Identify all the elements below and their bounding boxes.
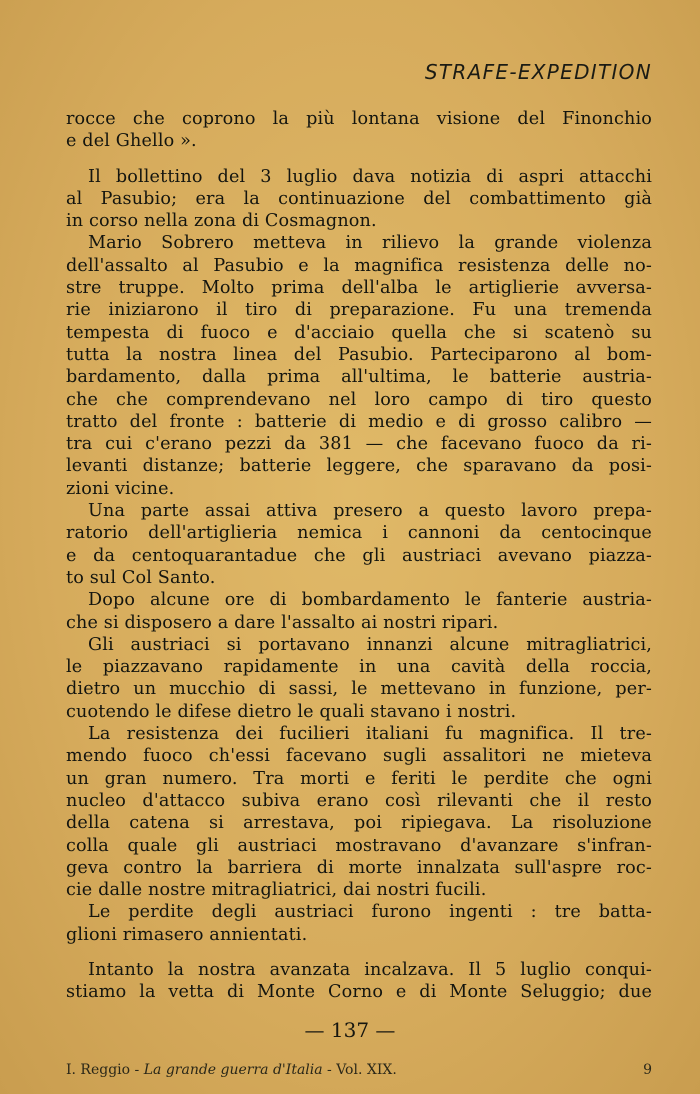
text-line: tra cui c'erano pezzi da 381 — che facevano fuoco da ri- — [66, 434, 652, 455]
text-line: Dopo alcune ore di bombardamento le fanterie austria- — [88, 590, 652, 611]
running-head: STRAFE-EXPEDITION — [424, 60, 652, 84]
text-line: della catena si arrestava, poi ripiegava. La risoluzione — [66, 813, 652, 834]
text-line: dell'assalto al Pasubio e la magnifica resistenza delle no- — [66, 255, 652, 276]
text-line: e del Ghello ». — [66, 131, 197, 152]
text-line: stiamo la vetta di Monte Corno e di Monte Seluggio; due — [66, 982, 652, 1003]
signature-citation — [66, 1062, 397, 1078]
text-line: stre truppe. Molto prima dell'alba le artiglierie avversa- — [66, 278, 652, 299]
text-line: cie dalle nostre mitragliatrici, dai nostri fucili. — [66, 880, 487, 901]
text-line: che che comprendevano nel loro campo di tiro questo — [66, 389, 652, 410]
signature-title: La grande guerra d'Italia — [143, 1062, 323, 1078]
text-line: Intanto la nostra avanzata incalzava. Il 5 luglio conqui- — [88, 959, 652, 980]
text-line: al Pasubio; era la continuazione del combattimento già — [66, 188, 652, 209]
text-line: dietro un mucchio di sassi, le mettevano in funzione, per- — [66, 679, 652, 700]
text-line: tutta la nostra linea del Pasubio. Parteciparono al bom- — [66, 344, 652, 365]
text-line: rie iniziarono il tiro di preparazione. Fu una tremenda — [66, 300, 652, 321]
signature-mark: 9 — [643, 1062, 652, 1078]
paragraph-gap — [66, 153, 652, 166]
text-line: zioni vicine. — [66, 478, 175, 499]
text-line: in corso nella zona di Cosmagnon. — [66, 211, 377, 232]
body-text — [66, 108, 652, 1004]
text-line: Gli austriaci si portavano innanzi alcune mitragliatrici, — [88, 634, 652, 655]
text-line: mendo fuoco ch'essi facevano sugli assalitori ne mieteva — [66, 746, 652, 767]
page-number: — 137 — — [304, 1018, 396, 1042]
text-line: tempesta di fuoco e d'acciaio quella che si scatenò su — [66, 322, 652, 343]
text-line: un gran numero. Tra morti e feriti le perdite che ogni — [66, 768, 652, 789]
text-line: tratto del fronte : batterie di medio e di grosso calibro — — [66, 411, 652, 432]
text-line: che si disposero a dare l'assalto ai nostri ripari. — [66, 612, 499, 633]
signature-author: I. Reggio - — [66, 1062, 144, 1078]
text-line: nucleo d'attacco subiva erano così rilevanti che il resto — [66, 790, 652, 811]
printer-signature — [66, 1062, 652, 1078]
text-line: ratorio dell'artiglieria nemica i cannoni da centocinque — [66, 523, 652, 544]
text-line: colla quale gli austriaci mostravano d'avanzare s'infran- — [66, 835, 652, 856]
text-line: Le perdite degli austriaci furono ingenti : tre batta- — [88, 902, 652, 923]
text-line: glioni rimasero annientati. — [66, 924, 308, 945]
text-line: Una parte assai attiva presero a questo lavoro prepa- — [88, 501, 652, 522]
text-line: bardamento, dalla prima all'ultima, le batterie austria- — [66, 367, 652, 388]
text-line: Il bollettino del 3 luglio dava notizia di aspri attacchi — [88, 166, 652, 187]
text-line: levanti distanze; batterie leggere, che sparavano da posi- — [66, 456, 652, 477]
text-line: Mario Sobrero metteva in rilievo la grande violenza — [88, 233, 652, 254]
text-line: La resistenza dei fucilieri italiani fu magnifica. Il tre- — [88, 724, 652, 745]
signature-volume: - Vol. XIX. — [322, 1062, 397, 1078]
text-line: geva contro la barriera di morte innalzata sull'aspre roc- — [66, 857, 652, 878]
text-line: to sul Col Santo. — [66, 567, 216, 588]
text-line: e da centoquarantadue che gli austriaci avevano piazza- — [66, 545, 652, 566]
paragraph-gap — [66, 946, 652, 959]
text-line: cuotendo le difese dietro le quali stavano i nostri. — [66, 701, 517, 722]
text-line: le piazzavano rapidamente in una cavità della roccia, — [66, 657, 652, 678]
text-line: rocce che coprono la più lontana visione del Finonchio — [66, 109, 652, 129]
